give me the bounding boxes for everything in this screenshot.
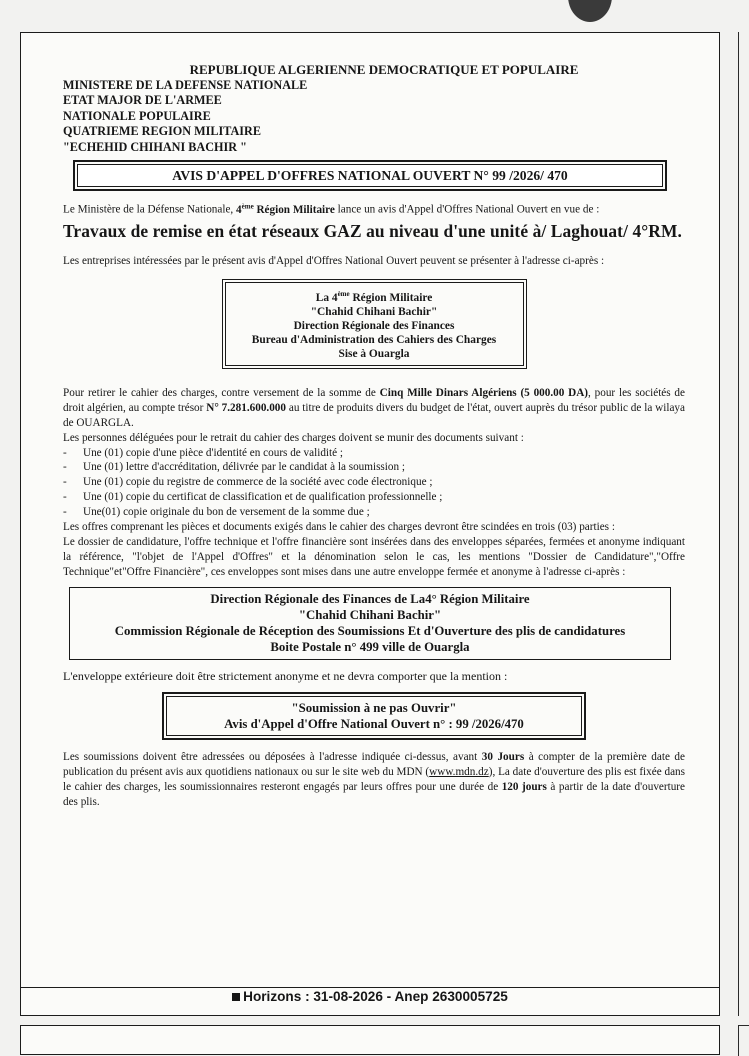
issuer-line: MINISTERE DE LA DEFENSE NATIONALE	[63, 77, 308, 92]
list-item: - Une (01) copie d'une pièce d'identité en cours de validité ;	[63, 446, 685, 461]
soumission-box	[162, 692, 586, 740]
issuer-line: ETAT MAJOR DE L'ARMEE	[63, 93, 222, 107]
direction-line: Commission Régionale de Réception des Soumissions Et d'Ouverture des plis de candidatures	[114, 624, 626, 639]
publication-footer: Horizons : 31-08-2026 - Anep 2630005725	[20, 989, 720, 1004]
project-title: Travaux de remise en état réseaux GAZ au niveau d'une unité à/ Laghouat/ 4°RM.	[63, 220, 682, 241]
adjacent-column-edge	[738, 32, 749, 1016]
address-line: La 4ème Région Militaire	[315, 289, 433, 304]
delegates-paragraph: Les personnes déléguées pour le retrait du cahier des charges doivent se munir des documents suivant :	[63, 431, 524, 444]
list-item: - Une (01) lettre d'accréditation, délivrée par le candidat à la soumission ;	[63, 460, 685, 475]
direction-line: Boite Postale n° 499 ville de Ouargla	[270, 640, 470, 655]
soumission-line: Avis d'Appel d'Offre National Ouvert n° : 99 /2026/470	[224, 716, 524, 731]
enterprises-paragraph: Les entreprises intéressées par le présent avis d'Appel d'Offres National Ouvert peuvent se présenter à l'adresse ci-après :	[63, 254, 605, 267]
next-notice-frame	[20, 1025, 720, 1055]
direction-line: "Chahid Chihani Bachir"	[298, 607, 442, 622]
issuer-line: NATIONALE POPULAIRE	[63, 108, 211, 123]
footer-divider	[20, 987, 720, 988]
address-line: "Chahid Chihani Bachir"	[310, 305, 438, 318]
square-bullet-icon	[232, 993, 240, 1001]
mdn-website-link[interactable]: www.mdn.dz	[429, 765, 489, 778]
list-item: - Une (01) copie du registre de commerce de la société avec code électronique ;	[63, 475, 685, 490]
list-item: - Une(01) copie originale du bon de versement de la somme due ;	[63, 505, 685, 520]
notice-content	[63, 62, 685, 810]
address-line: Bureau d'Administration des Cahiers des Charges	[251, 333, 497, 346]
address-box	[222, 279, 527, 369]
withdrawal-paragraph: Pour retirer le cahier des charges, contre versement de la somme de Cinq Mille Dinars Algériens (5 000.00 DA), pour les sociétés de droit algérien, au compte trésor N° 7.281.600.000 au titre de produits divers du budget de l'état, ouvert auprès du trésor public de la wilaya de OUARGLA.	[63, 386, 685, 429]
offers-paragraph: Les offres comprenant les pièces et documents exigés dans le cahier des charges devront être scindées en trois (03) parties :	[63, 520, 615, 533]
documents-list	[63, 446, 685, 520]
republic-title: REPUBLIQUE ALGERIENNE DEMOCRATIQUE ET POPULAIRE	[189, 62, 579, 77]
notice-title-box	[73, 160, 667, 191]
soumission-line: "Soumission à ne pas Ouvrir"	[291, 700, 457, 715]
direction-line: Direction Régionale des Finances de La4° Région Militaire	[210, 591, 530, 606]
issuer-line: QUATRIEME REGION MILITAIRE	[63, 124, 261, 138]
issuer-block	[63, 78, 685, 156]
page-corner-marker	[568, 0, 612, 22]
notice-title: AVIS D'APPEL D'OFFRES NATIONAL OUVERT N° 99 /2026/ 470	[77, 164, 663, 187]
list-item: - Une (01) copie du certificat de classification et de qualification professionnelle ;	[63, 490, 685, 505]
envelope-paragraph: L'enveloppe extérieure doit être strictement anonyme et ne devra comporter que la mention :	[63, 668, 508, 683]
dossier-paragraph: Le dossier de candidature, l'offre technique et l'offre financière sont insérées dans des enveloppes séparées, fermées et anonyme indiquant la référence, "l'objet de l'Appel d'Offres" et la dénomination selon le cas, les mentions "Dossier de Candidature","Offre Technique"et"Offre Financière", ces enveloppes sont mises dans une autre enveloppe fermée et anonyme à l'adresse ci-après :	[63, 535, 685, 578]
issuer-line: "ECHEHID CHIHANI BACHIR "	[63, 139, 247, 154]
direction-address-box	[69, 587, 671, 660]
final-paragraph: Les soumissions doivent être adressées ou déposées à l'adresse indiquée ci-dessus, avant 30 Jours à compter de la première date de publication du présent avis aux quotidiens nationaux ou sur le site web du MDN (www.mdn.dz), La date d'ouverture des plis est fixée dans le cahier des charges, les soumissionnaires resteront engagés par leurs offres pour une durée de 120 jours à partir de la date d'ouverture des plis.	[63, 750, 685, 808]
address-line: Sise à Ouargla	[338, 347, 410, 360]
address-line: Direction Régionale des Finances	[293, 319, 455, 332]
intro-paragraph: Le Ministère de la Défense Nationale, 4ème Région Militaire lance un avis d'Appel d'Offres National Ouvert en vue de :	[63, 202, 600, 216]
